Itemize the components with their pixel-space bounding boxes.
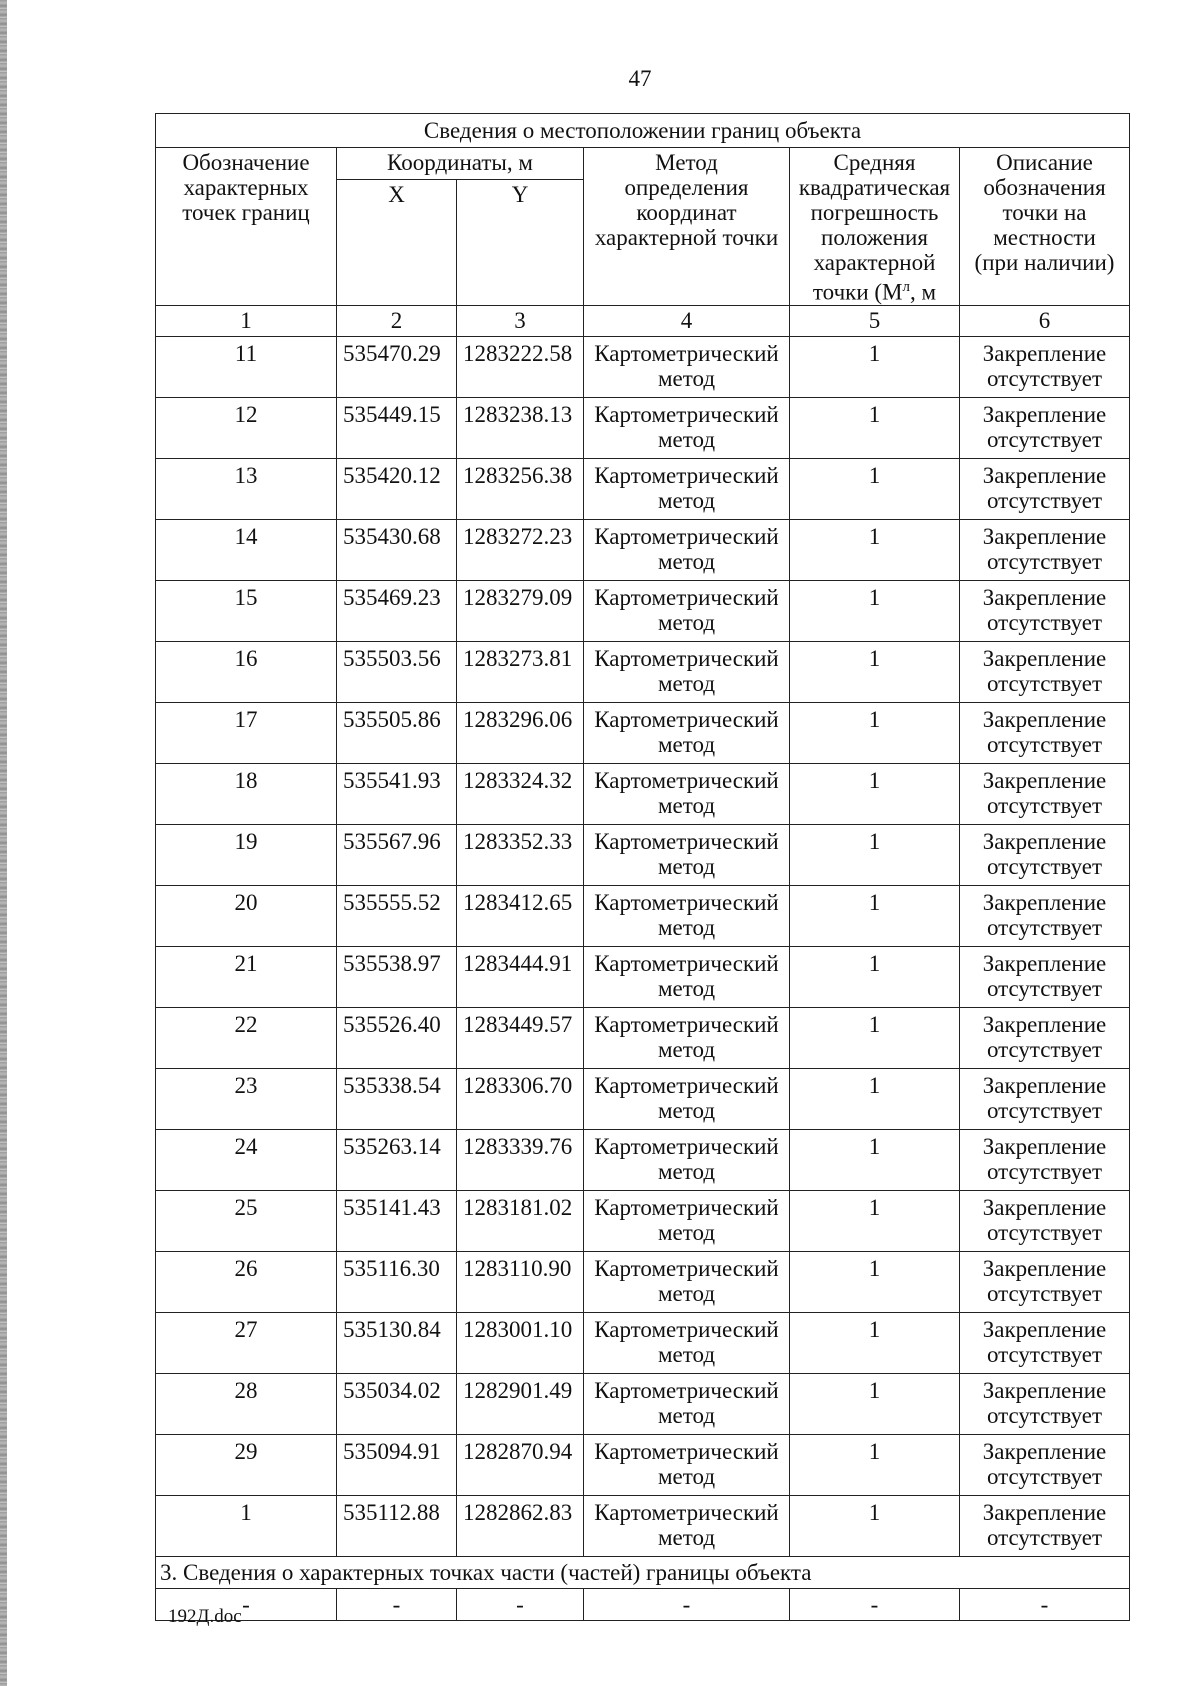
column-number: 4	[584, 305, 790, 336]
cell-y: 1283352.33	[457, 824, 584, 885]
column-number: 2	[337, 305, 457, 336]
cell-error: 1	[790, 1251, 960, 1312]
cell-x: 535338.54	[337, 1068, 457, 1129]
dash-cell: -	[457, 1588, 584, 1620]
cell-x: 535503.56	[337, 641, 457, 702]
dash-cell: -	[790, 1588, 960, 1620]
cell-method: Картометрический метод	[584, 702, 790, 763]
table-row	[156, 458, 1130, 519]
cell-x: 535130.84	[337, 1312, 457, 1373]
cell-description: Закрепление отсутствует	[960, 885, 1130, 946]
cell-point: 19	[156, 824, 337, 885]
cell-y: 1283296.06	[457, 702, 584, 763]
cell-method: Картометрический метод	[584, 336, 790, 397]
cell-method: Картометрический метод	[584, 519, 790, 580]
cell-point: 14	[156, 519, 337, 580]
table-row	[156, 1312, 1130, 1373]
footer-filename: 192Д.doc	[168, 1606, 242, 1627]
cell-error: 1	[790, 641, 960, 702]
column-number: 1	[156, 305, 337, 336]
cell-description: Закрепление отсутствует	[960, 397, 1130, 458]
cell-x: 535112.88	[337, 1495, 457, 1556]
cell-y: 1283279.09	[457, 580, 584, 641]
header-coordinates: Координаты, м	[337, 148, 584, 180]
cell-x: 535541.93	[337, 763, 457, 824]
cell-point: 22	[156, 1007, 337, 1068]
cell-x: 535470.29	[337, 336, 457, 397]
table-row	[156, 1251, 1130, 1312]
cell-point: 15	[156, 580, 337, 641]
cell-method: Картометрический метод	[584, 580, 790, 641]
column-number: 5	[790, 305, 960, 336]
cell-y: 1283444.91	[457, 946, 584, 1007]
cell-method: Картометрический метод	[584, 1007, 790, 1068]
section-3-title: 3. Сведения о характерных точках части (частей) границы объекта	[156, 1556, 1130, 1588]
header-point-designation: Обозначение характерных точек границ	[156, 148, 337, 306]
cell-error: 1	[790, 1312, 960, 1373]
cell-y: 1283273.81	[457, 641, 584, 702]
header-mean-error: Средняя квадратическая погрешность положения характерной точки ($М^л$, м	[790, 148, 960, 306]
cell-description: Закрепление отсутствует	[960, 1434, 1130, 1495]
cell-description: Закрепление отсутствует	[960, 641, 1130, 702]
cell-point: 12	[156, 397, 337, 458]
cell-method: Картометрический метод	[584, 1434, 790, 1495]
cell-description: Закрепление отсутствует	[960, 1129, 1130, 1190]
cell-point: 28	[156, 1373, 337, 1434]
cell-x: 535263.14	[337, 1129, 457, 1190]
table-row	[156, 519, 1130, 580]
table-row	[156, 1434, 1130, 1495]
column-number: 3	[457, 305, 584, 336]
cell-method: Картометрический метод	[584, 824, 790, 885]
table-row	[156, 641, 1130, 702]
table-row	[156, 1373, 1130, 1434]
cell-x: 535555.52	[337, 885, 457, 946]
cell-method: Картометрический метод	[584, 1129, 790, 1190]
column-number: 6	[960, 305, 1130, 336]
header-method: Метод определения координат характерной точки	[584, 148, 790, 306]
cell-error: 1	[790, 397, 960, 458]
dash-cell: -	[337, 1588, 457, 1620]
section-3-row	[156, 1556, 1130, 1588]
cell-x: 535034.02	[337, 1373, 457, 1434]
cell-error: 1	[790, 1495, 960, 1556]
cell-y: 1283272.23	[457, 519, 584, 580]
column-number-row	[156, 305, 1130, 336]
cell-method: Картометрический метод	[584, 946, 790, 1007]
cell-error: 1	[790, 702, 960, 763]
cell-x: 535449.15	[337, 397, 457, 458]
table-title-row	[156, 114, 1130, 148]
cell-y: 1283339.76	[457, 1129, 584, 1190]
cell-point: 25	[156, 1190, 337, 1251]
cell-point: 24	[156, 1129, 337, 1190]
cell-x: 535430.68	[337, 519, 457, 580]
cell-error: 1	[790, 336, 960, 397]
cell-y: 1283412.65	[457, 885, 584, 946]
cell-x: 535505.86	[337, 702, 457, 763]
table-row	[156, 1190, 1130, 1251]
cell-description: Закрепление отсутствует	[960, 580, 1130, 641]
cell-description: Закрепление отсутствует	[960, 1007, 1130, 1068]
table-row	[156, 1495, 1130, 1556]
cell-error: 1	[790, 824, 960, 885]
page-number: 47	[628, 66, 652, 91]
cell-point: 23	[156, 1068, 337, 1129]
header-x: X	[337, 179, 457, 305]
cell-y: 1282862.83	[457, 1495, 584, 1556]
cell-method: Картометрический метод	[584, 1495, 790, 1556]
cell-y: 1283222.58	[457, 336, 584, 397]
cell-x: 535116.30	[337, 1251, 457, 1312]
cell-method: Картометрический метод	[584, 458, 790, 519]
cell-error: 1	[790, 1129, 960, 1190]
cell-error: 1	[790, 1068, 960, 1129]
cell-y: 1283001.10	[457, 1312, 584, 1373]
cell-x: 535538.97	[337, 946, 457, 1007]
cell-method: Картометрический метод	[584, 641, 790, 702]
cell-y: 1283238.13	[457, 397, 584, 458]
cell-y: 1283110.90	[457, 1251, 584, 1312]
cell-point: 21	[156, 946, 337, 1007]
table-row	[156, 885, 1130, 946]
cell-method: Картометрический метод	[584, 1251, 790, 1312]
scan-edge	[0, 0, 7, 1686]
cell-description: Закрепление отсутствует	[960, 1190, 1130, 1251]
table-row	[156, 824, 1130, 885]
cell-error: 1	[790, 458, 960, 519]
cell-point: 26	[156, 1251, 337, 1312]
table-row	[156, 580, 1130, 641]
cell-error: 1	[790, 1190, 960, 1251]
cell-method: Картометрический метод	[584, 1190, 790, 1251]
table-row	[156, 1007, 1130, 1068]
cell-description: Закрепление отсутствует	[960, 702, 1130, 763]
cell-y: 1283449.57	[457, 1007, 584, 1068]
header-description: Описание обозначения точки на местности (при наличии)	[960, 148, 1130, 306]
cell-method: Картометрический метод	[584, 1373, 790, 1434]
cell-description: Закрепление отсутствует	[960, 1373, 1130, 1434]
cell-y: 1283256.38	[457, 458, 584, 519]
cell-method: Картометрический метод	[584, 885, 790, 946]
cell-error: 1	[790, 1373, 960, 1434]
cell-x: 535420.12	[337, 458, 457, 519]
table-row	[156, 702, 1130, 763]
cell-description: Закрепление отсутствует	[960, 946, 1130, 1007]
cell-point: 1	[156, 1495, 337, 1556]
boundary-table	[155, 113, 1130, 1621]
cell-error: 1	[790, 1007, 960, 1068]
cell-method: Картометрический метод	[584, 397, 790, 458]
dash-cell: -	[156, 1588, 337, 1620]
cell-point: 27	[156, 1312, 337, 1373]
cell-point: 20	[156, 885, 337, 946]
header-y: Y	[457, 179, 584, 305]
table-row	[156, 1129, 1130, 1190]
cell-x: 535094.91	[337, 1434, 457, 1495]
dash-cell: -	[584, 1588, 790, 1620]
table-title: Сведения о местоположении границ объекта	[156, 114, 1130, 148]
cell-point: 18	[156, 763, 337, 824]
cell-x: 535141.43	[337, 1190, 457, 1251]
cell-point: 29	[156, 1434, 337, 1495]
section-3-dash-row	[156, 1588, 1130, 1620]
cell-method: Картометрический метод	[584, 1312, 790, 1373]
cell-method: Картометрический метод	[584, 1068, 790, 1129]
cell-error: 1	[790, 519, 960, 580]
cell-x: 535469.23	[337, 580, 457, 641]
cell-point: 17	[156, 702, 337, 763]
cell-description: Закрепление отсутствует	[960, 519, 1130, 580]
cell-description: Закрепление отсутствует	[960, 1068, 1130, 1129]
cell-description: Закрепление отсутствует	[960, 1495, 1130, 1556]
table-row	[156, 946, 1130, 1007]
table-row	[156, 336, 1130, 397]
cell-description: Закрепление отсутствует	[960, 1251, 1130, 1312]
cell-point: 16	[156, 641, 337, 702]
cell-x: 535526.40	[337, 1007, 457, 1068]
cell-x: 535567.96	[337, 824, 457, 885]
cell-error: 1	[790, 946, 960, 1007]
cell-description: Закрепление отсутствует	[960, 458, 1130, 519]
cell-description: Закрепление отсутствует	[960, 763, 1130, 824]
table-row	[156, 1068, 1130, 1129]
cell-error: 1	[790, 885, 960, 946]
cell-error: 1	[790, 580, 960, 641]
cell-y: 1282901.49	[457, 1373, 584, 1434]
cell-description: Закрепление отсутствует	[960, 824, 1130, 885]
cell-description: Закрепление отсутствует	[960, 336, 1130, 397]
cell-error: 1	[790, 763, 960, 824]
cell-y: 1283181.02	[457, 1190, 584, 1251]
cell-y: 1283306.70	[457, 1068, 584, 1129]
cell-method: Картометрический метод	[584, 763, 790, 824]
cell-error: 1	[790, 1434, 960, 1495]
cell-point: 11	[156, 336, 337, 397]
table-row	[156, 763, 1130, 824]
cell-y: 1283324.32	[457, 763, 584, 824]
table-row	[156, 397, 1130, 458]
cell-y: 1282870.94	[457, 1434, 584, 1495]
header-row-1	[156, 148, 1130, 180]
cell-description: Закрепление отсутствует	[960, 1312, 1130, 1373]
dash-cell: -	[960, 1588, 1130, 1620]
cell-point: 13	[156, 458, 337, 519]
